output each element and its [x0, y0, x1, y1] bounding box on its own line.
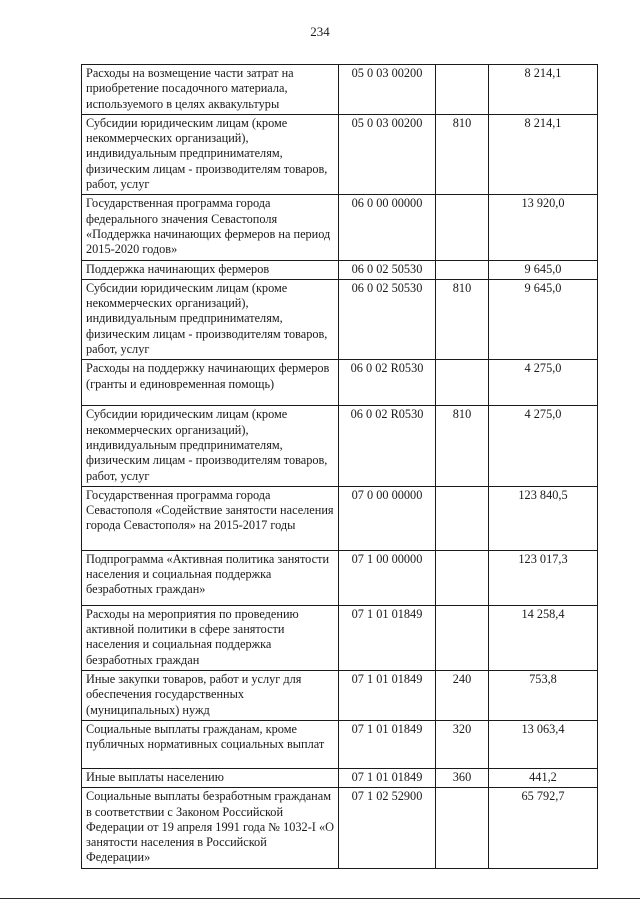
expense-type-code	[436, 550, 489, 605]
table-row	[82, 768, 598, 787]
table-row	[82, 550, 598, 605]
amount-value: 753,8	[489, 671, 598, 721]
table-row	[82, 260, 598, 279]
expense-name: Социальные выплаты гражданам, кроме публичных нормативных социальных выплат	[82, 720, 339, 768]
expense-name: Расходы на поддержку начинающих фермеров (гранты и единовременная помощь)	[82, 360, 339, 406]
expense-name: Государственная программа города федерального значения Севастополя «Поддержка начинающих фермеров на период 2015-2020 годов»	[82, 195, 339, 260]
target-article-code: 06 0 02 R0530	[339, 360, 436, 406]
expense-type-code	[436, 360, 489, 406]
budget-table	[81, 64, 598, 869]
target-article-code: 07 1 01 01849	[339, 768, 436, 787]
target-article-code: 07 0 00 00000	[339, 486, 436, 550]
amount-value: 14 258,4	[489, 605, 598, 670]
expense-type-code: 360	[436, 768, 489, 787]
amount-value: 9 645,0	[489, 260, 598, 279]
table-row	[82, 360, 598, 406]
target-article-code: 06 0 02 50530	[339, 260, 436, 279]
expense-name: Расходы на мероприятия по проведению активной политики в сфере занятости населения и социальная поддержка безработных граждан	[82, 605, 339, 670]
amount-value: 8 214,1	[489, 114, 598, 194]
target-article-code: 06 0 02 R0530	[339, 406, 436, 486]
target-article-code: 06 0 00 00000	[339, 195, 436, 260]
expense-name: Поддержка начинающих фермеров	[82, 260, 339, 279]
expense-name: Субсидии юридическим лицам (кроме некоммерческих организаций), индивидуальным предпринимателям, физическим лицам - производителям товаров, работ, услуг	[82, 406, 339, 486]
amount-value: 9 645,0	[489, 279, 598, 359]
expense-type-code	[436, 605, 489, 670]
expense-name: Иные выплаты населению	[82, 768, 339, 787]
target-article-code: 07 1 01 01849	[339, 671, 436, 721]
amount-value: 441,2	[489, 768, 598, 787]
expense-type-code: 810	[436, 406, 489, 486]
page-bottom-rule	[0, 898, 640, 899]
table-row	[82, 65, 598, 115]
target-article-code: 06 0 02 50530	[339, 279, 436, 359]
table-row	[82, 788, 598, 868]
target-article-code: 07 1 00 00000	[339, 550, 436, 605]
table-row	[82, 720, 598, 768]
amount-value: 13 063,4	[489, 720, 598, 768]
table-row	[82, 605, 598, 670]
expense-name: Расходы на возмещение части затрат на приобретение посадочного материала, используемого в целях аквакультуры	[82, 65, 339, 115]
table-row	[82, 195, 598, 260]
expense-type-code: 810	[436, 279, 489, 359]
amount-value: 123 840,5	[489, 486, 598, 550]
expense-name: Субсидии юридическим лицам (кроме некоммерческих организаций), индивидуальным предпринимателям, физическим лицам - производителям товаров, работ, услуг	[82, 279, 339, 359]
expense-type-code	[436, 788, 489, 868]
amount-value: 123 017,3	[489, 550, 598, 605]
target-article-code: 07 1 01 01849	[339, 605, 436, 670]
expense-type-code: 240	[436, 671, 489, 721]
expense-name: Субсидии юридическим лицам (кроме некоммерческих организаций), индивидуальным предпринимателям, физическим лицам - производителям товаров, работ, услуг	[82, 114, 339, 194]
expense-name: Социальные выплаты безработным гражданам в соответствии с Законом Российской Федерации от 19 апреля 1991 года № 1032-I «О занятости населения в Российской Федерации»	[82, 788, 339, 868]
target-article-code: 07 1 01 01849	[339, 720, 436, 768]
table-row	[82, 279, 598, 359]
expense-type-code	[436, 65, 489, 115]
target-article-code: 05 0 03 00200	[339, 65, 436, 115]
table-row	[82, 406, 598, 486]
expense-type-code: 320	[436, 720, 489, 768]
page-number: 234	[310, 24, 330, 39]
target-article-code: 05 0 03 00200	[339, 114, 436, 194]
expense-name: Подпрограмма «Активная политика занятости населения и социальная поддержка безработных граждан»	[82, 550, 339, 605]
expense-name: Иные закупки товаров, работ и услуг для обеспечения государственных (муниципальных) нужд	[82, 671, 339, 721]
expense-type-code: 810	[436, 114, 489, 194]
expense-type-code	[436, 195, 489, 260]
amount-value: 13 920,0	[489, 195, 598, 260]
table-row	[82, 486, 598, 550]
amount-value: 4 275,0	[489, 406, 598, 486]
expense-type-code	[436, 260, 489, 279]
table-row	[82, 671, 598, 721]
amount-value: 65 792,7	[489, 788, 598, 868]
amount-value: 8 214,1	[489, 65, 598, 115]
expense-name: Государственная программа города Севастополя «Содействие занятости населения города Севастополя» на 2015-2017 годы	[82, 486, 339, 550]
expense-type-code	[436, 486, 489, 550]
target-article-code: 07 1 02 52900	[339, 788, 436, 868]
table-row	[82, 114, 598, 194]
amount-value: 4 275,0	[489, 360, 598, 406]
